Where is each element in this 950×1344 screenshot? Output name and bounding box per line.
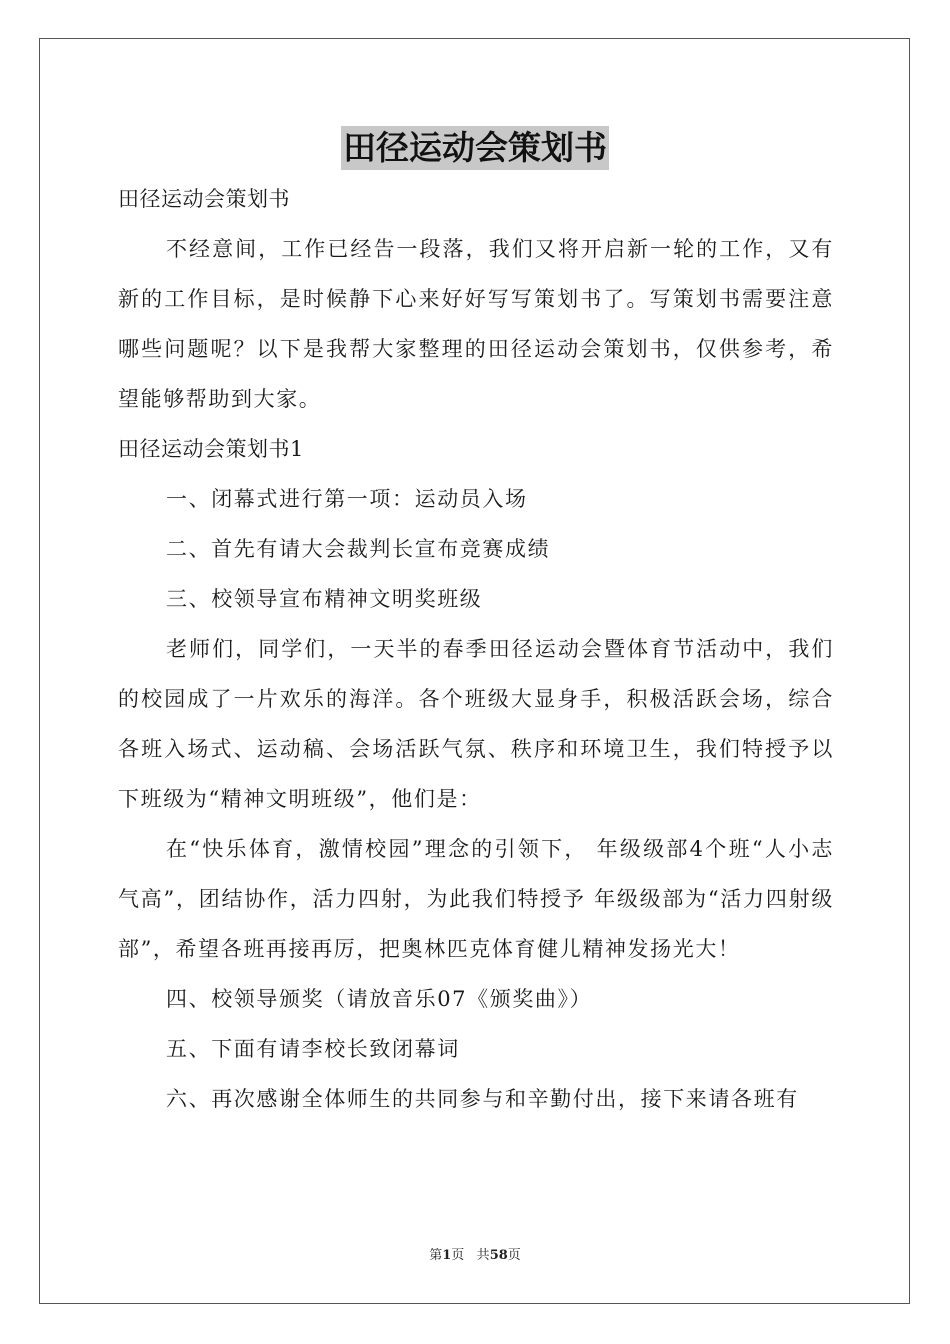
- list-item: 三、校领导宣布精神文明奖班级: [166, 587, 483, 611]
- list-item: 一、闭幕式进行第一项：运动员入场: [166, 487, 528, 511]
- document-title: 田径运动会策划书: [341, 126, 609, 170]
- body-paragraph: 在“快乐体育，激情校园”理念的引领下， 年级级部4个班“人小志气高”，团结协作，活力四射，为此我们特授予 年级级部为“活力四射级部”，希望各班再接再厉，把奥林匹克体育健儿精神发扬光大！: [118, 837, 834, 961]
- list-item: 六、再次感谢全体师生的共同参与和辛勤付出，接下来请各班有: [166, 1087, 799, 1111]
- footer-page-suffix: 页: [451, 1248, 465, 1263]
- subtitle-paragraph: 田径运动会策划书: [118, 187, 290, 211]
- section-heading: 田径运动会策划书1: [118, 437, 304, 461]
- title-container: [0, 126, 950, 170]
- page-footer: [0, 1247, 950, 1265]
- current-page-number: 1: [442, 1248, 452, 1263]
- footer-prefix: 第: [429, 1248, 443, 1263]
- body-paragraph: 老师们，同学们，一天半的春季田径运动会暨体育节活动中，我们的校园成了一片欢乐的海洋。各个班级大显身手，积极活跃会场，综合各班入场式、运动稿、会场活跃气氛、秩序和环境卫生，我们特授予以下班级为“精神文明班级”，他们是：: [118, 637, 834, 811]
- total-page-count: 58: [489, 1248, 508, 1263]
- list-item: 二、首先有请大会裁判长宣布竞赛成绩: [166, 537, 551, 561]
- document-body: [118, 174, 834, 1124]
- list-item: 五、下面有请李校长致闭幕词: [166, 1037, 460, 1061]
- footer-total-prefix: 共: [476, 1248, 490, 1263]
- footer-total-suffix: 页: [507, 1248, 521, 1263]
- intro-paragraph: 不经意间，工作已经告一段落，我们又将开启新一轮的工作，又有新的工作目标，是时候静下心来好好写写策划书了。写策划书需要注意哪些问题呢？以下是我帮大家整理的田径运动会策划书，仅供参考，希望能够帮助到大家。: [118, 237, 834, 411]
- list-item: 四、校领导颁奖（请放音乐07《颁奖曲》）: [166, 987, 593, 1011]
